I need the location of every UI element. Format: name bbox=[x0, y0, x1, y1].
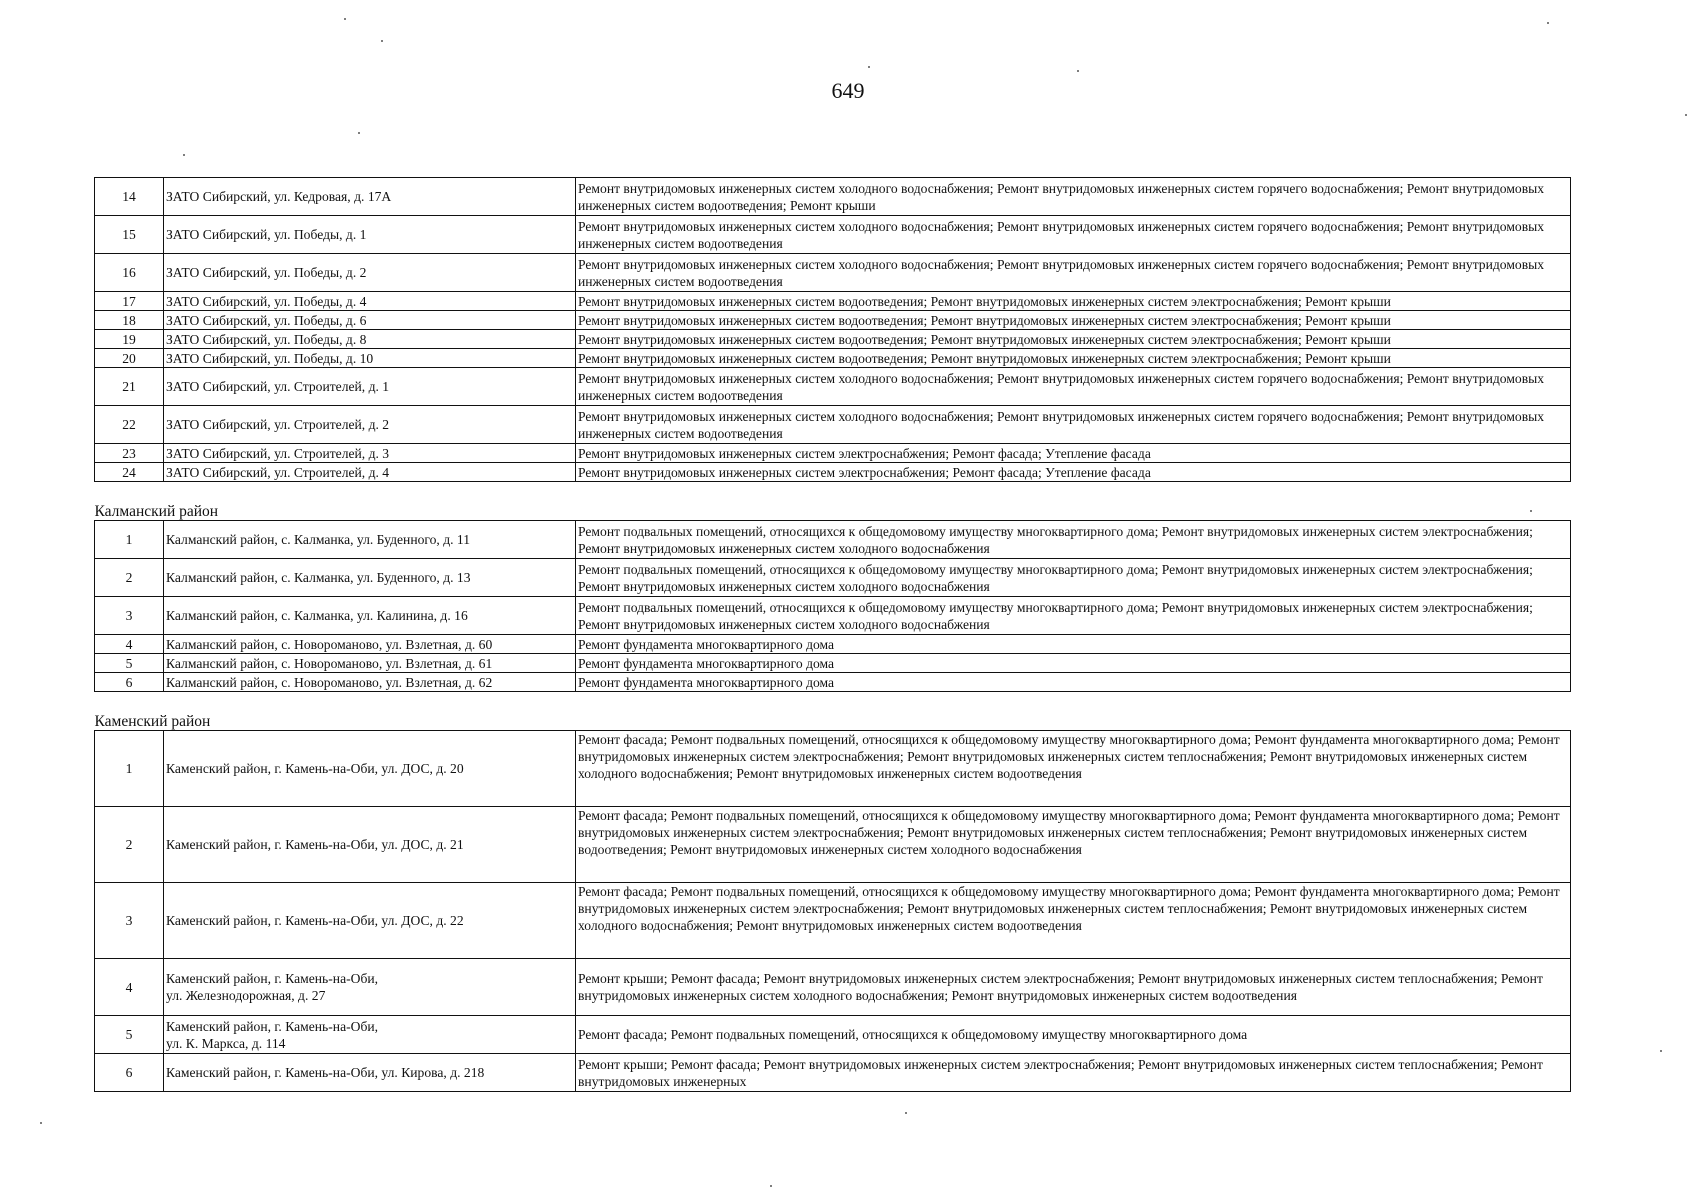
address-cell bbox=[164, 635, 576, 654]
row-number: 6 bbox=[95, 1054, 164, 1092]
scan-speck bbox=[1685, 114, 1687, 116]
row-number: 23 bbox=[95, 444, 164, 463]
address-line: ул. Железнодорожная, д. 27 bbox=[166, 988, 326, 1003]
table-row bbox=[95, 254, 1571, 292]
works-cell: Ремонт внутридомовых инженерных систем холодного водоснабжения; Ремонт внутридомовых инженерных систем горячего водоснабжения; Ремонт внутридомовых инженерных систем водоотведения bbox=[576, 254, 1571, 292]
table-row bbox=[95, 654, 1571, 673]
table-row bbox=[95, 883, 1571, 959]
works-cell: Ремонт внутридомовых инженерных систем водоотведения; Ремонт внутридомовых инженерных систем электроснабжения; Ремонт крыши bbox=[576, 292, 1571, 311]
row-number: 5 bbox=[95, 654, 164, 673]
row-number: 18 bbox=[95, 311, 164, 330]
address-cell bbox=[164, 959, 576, 1016]
row-number: 21 bbox=[95, 368, 164, 406]
works-cell: Ремонт внутридомовых инженерных систем холодного водоснабжения; Ремонт внутридомовых инженерных систем горячего водоснабжения; Ремонт внутридомовых инженерных систем водоотведения; Ремонт крыши bbox=[576, 178, 1571, 216]
works-cell: Ремонт внутридомовых инженерных систем холодного водоснабжения; Ремонт внутридомовых инженерных систем горячего водоснабжения; Ремонт внутридомовых инженерных систем водоотведения bbox=[576, 368, 1571, 406]
address-line: Каменский район, г. Камень-на-Оби, ул. ДОС, д. 21 bbox=[166, 837, 464, 852]
table-row bbox=[95, 635, 1571, 654]
row-number: 2 bbox=[95, 559, 164, 597]
table-row bbox=[95, 1054, 1571, 1092]
address-cell bbox=[164, 311, 576, 330]
table-row bbox=[95, 959, 1571, 1016]
address-cell bbox=[164, 559, 576, 597]
table-row bbox=[95, 463, 1571, 482]
address-cell bbox=[164, 883, 576, 959]
address-cell bbox=[164, 349, 576, 368]
table-row bbox=[95, 178, 1571, 216]
page-number: 649 bbox=[831, 78, 865, 103]
scan-speck bbox=[1530, 510, 1532, 512]
address-line: Каменский район, г. Камень-на-Оби, ул. Кирова, д. 218 bbox=[166, 1065, 485, 1080]
address-line: Каменский район, г. Камень-на-Оби, bbox=[166, 971, 379, 986]
row-number: 3 bbox=[95, 883, 164, 959]
address-cell bbox=[164, 368, 576, 406]
row-number: 1 bbox=[95, 521, 164, 559]
address-line: Каменский район, г. Камень-на-Оби, bbox=[166, 1018, 379, 1034]
address-line: ЗАТО Сибирский, ул. Строителей, д. 2 bbox=[166, 417, 390, 432]
works-cell: Ремонт подвальных помещений, относящихся к общедомовому имуществу многоквартирного дома; Ремонт внутридомовых инженерных систем электроснабжения; Ремонт внутридомовых инженерных систем холодного водоснабжения bbox=[576, 559, 1571, 597]
works-cell: Ремонт фасада; Ремонт подвальных помещений, относящихся к общедомовому имуществу многоквартирного дома bbox=[576, 1016, 1571, 1054]
address-cell bbox=[164, 444, 576, 463]
row-number: 17 bbox=[95, 292, 164, 311]
address-cell bbox=[164, 1054, 576, 1092]
works-cell: Ремонт фундамента многоквартирного дома bbox=[576, 673, 1571, 692]
address-line: ул. К. Маркса, д. 114 bbox=[166, 1035, 286, 1051]
row-number: 15 bbox=[95, 216, 164, 254]
scan-speck bbox=[1660, 1050, 1662, 1052]
address-cell bbox=[164, 521, 576, 559]
works-cell: Ремонт крыши; Ремонт фасада; Ремонт внутридомовых инженерных систем электроснабжения; Ремонт внутридомовых инженерных систем теплоснабжения; Ремонт внутридомовых инженерных систем холодного водоснабжения; Ремонт внутридомовых инженерных систем водоотведения bbox=[576, 959, 1571, 1016]
address-line: Калманский район, с. Калманка, ул. Буденного, д. 11 bbox=[166, 532, 471, 547]
table-row bbox=[95, 1016, 1571, 1054]
section-heading: Каменский район bbox=[94, 713, 211, 730]
scan-speck bbox=[1077, 70, 1079, 72]
works-cell: Ремонт внутридомовых инженерных систем холодного водоснабжения; Ремонт внутридомовых инженерных систем горячего водоснабжения; Ремонт внутридомовых инженерных систем водоотведения bbox=[576, 406, 1571, 444]
scan-speck bbox=[183, 154, 185, 156]
row-number: 4 bbox=[95, 959, 164, 1016]
address-line: ЗАТО Сибирский, ул. Победы, д. 6 bbox=[166, 312, 367, 328]
scan-speck bbox=[344, 18, 346, 20]
scan-speck bbox=[381, 40, 383, 42]
address-line: ЗАТО Сибирский, ул. Победы, д. 8 bbox=[166, 331, 367, 347]
address-line: Калманский район, с. Новороманово, ул. Взлетная, д. 61 bbox=[166, 655, 493, 671]
address-cell bbox=[164, 654, 576, 673]
row-number: 3 bbox=[95, 597, 164, 635]
address-cell bbox=[164, 216, 576, 254]
scan-speck bbox=[1547, 22, 1549, 24]
address-line: ЗАТО Сибирский, ул. Строителей, д. 1 bbox=[166, 379, 390, 394]
address-line: ЗАТО Сибирский, ул. Кедровая, д. 17А bbox=[166, 189, 392, 204]
works-cell: Ремонт внутридомовых инженерных систем водоотведения; Ремонт внутридомовых инженерных систем электроснабжения; Ремонт крыши bbox=[576, 311, 1571, 330]
address-line: ЗАТО Сибирский, ул. Победы, д. 4 bbox=[166, 293, 367, 309]
row-number: 16 bbox=[95, 254, 164, 292]
scan-speck bbox=[358, 132, 360, 134]
works-cell: Ремонт крыши; Ремонт фасада; Ремонт внутридомовых инженерных систем электроснабжения; Ремонт внутридомовых инженерных систем теплоснабжения; Ремонт внутридомовых инженерных bbox=[576, 1054, 1571, 1092]
address-line: ЗАТО Сибирский, ул. Строителей, д. 3 bbox=[166, 445, 390, 461]
address-cell bbox=[164, 1016, 576, 1054]
table-row bbox=[95, 330, 1571, 349]
works-cell: Ремонт фундамента многоквартирного дома bbox=[576, 654, 1571, 673]
table-row bbox=[95, 597, 1571, 635]
row-number: 6 bbox=[95, 673, 164, 692]
row-number: 22 bbox=[95, 406, 164, 444]
address-cell bbox=[164, 597, 576, 635]
table-row bbox=[95, 559, 1571, 597]
row-number: 20 bbox=[95, 349, 164, 368]
table-row bbox=[95, 216, 1571, 254]
address-cell bbox=[164, 254, 576, 292]
address-cell bbox=[164, 673, 576, 692]
scan-speck bbox=[868, 66, 870, 68]
address-cell bbox=[164, 406, 576, 444]
address-cell bbox=[164, 330, 576, 349]
address-cell bbox=[164, 807, 576, 883]
address-line: Каменский район, г. Камень-на-Оби, ул. ДОС, д. 22 bbox=[166, 913, 464, 928]
repair-register-table bbox=[94, 177, 1571, 1092]
works-cell: Ремонт подвальных помещений, относящихся к общедомовому имуществу многоквартирного дома; Ремонт внутридомовых инженерных систем электроснабжения; Ремонт внутридомовых инженерных систем холодного водоснабжения bbox=[576, 521, 1571, 559]
table-row bbox=[95, 731, 1571, 807]
address-line: ЗАТО Сибирский, ул. Победы, д. 2 bbox=[166, 265, 367, 280]
row-number: 4 bbox=[95, 635, 164, 654]
table-row bbox=[95, 406, 1571, 444]
row-number: 1 bbox=[95, 731, 164, 807]
row-number: 24 bbox=[95, 463, 164, 482]
table-row bbox=[95, 673, 1571, 692]
row-number: 2 bbox=[95, 807, 164, 883]
works-cell: Ремонт фундамента многоквартирного дома bbox=[576, 635, 1571, 654]
address-line: Калманский район, с. Калманка, ул. Калинина, д. 16 bbox=[166, 608, 468, 623]
works-cell: Ремонт подвальных помещений, относящихся к общедомовому имуществу многоквартирного дома; Ремонт внутридомовых инженерных систем электроснабжения; Ремонт внутридомовых инженерных систем холодного водоснабжения bbox=[576, 597, 1571, 635]
works-cell: Ремонт фасада; Ремонт подвальных помещений, относящихся к общедомовому имуществу многоквартирного дома; Ремонт фундамента многоквартирного дома; Ремонт внутридомовых инженерных систем электроснабжения; Ремонт внутридомовых инженерных систем теплоснабжения; Ремонт внутридомовых инженерных систем холодного водоснабжения; Ремонт внутридомовых инженерных систем водоотведения bbox=[576, 883, 1571, 959]
scan-speck bbox=[770, 1185, 772, 1187]
scan-speck bbox=[40, 1122, 42, 1124]
works-cell: Ремонт внутридомовых инженерных систем электроснабжения; Ремонт фасада; Утепление фасада bbox=[576, 444, 1571, 463]
address-line: Калманский район, с. Новороманово, ул. Взлетная, д. 62 bbox=[166, 674, 493, 690]
table-row bbox=[95, 292, 1571, 311]
scan-speck bbox=[905, 1112, 907, 1114]
works-cell: Ремонт фасада; Ремонт подвальных помещений, относящихся к общедомовому имуществу многоквартирного дома; Ремонт фундамента многоквартирного дома; Ремонт внутридомовых инженерных систем электроснабжения; Ремонт внутридомовых инженерных систем теплоснабжения; Ремонт внутридомовых инженерных систем холодного водоснабжения; Ремонт внутридомовых инженерных систем водоотведения bbox=[576, 731, 1571, 807]
address-line: ЗАТО Сибирский, ул. Победы, д. 1 bbox=[166, 227, 367, 242]
works-cell: Ремонт внутридомовых инженерных систем холодного водоснабжения; Ремонт внутридомовых инженерных систем горячего водоснабжения; Ремонт внутридомовых инженерных систем водоотведения bbox=[576, 216, 1571, 254]
works-cell: Ремонт внутридомовых инженерных систем водоотведения; Ремонт внутридомовых инженерных систем электроснабжения; Ремонт крыши bbox=[576, 330, 1571, 349]
works-cell: Ремонт внутридомовых инженерных систем электроснабжения; Ремонт фасада; Утепление фасада bbox=[576, 463, 1571, 482]
row-number: 14 bbox=[95, 178, 164, 216]
address-line: Калманский район, с. Калманка, ул. Буденного, д. 13 bbox=[166, 570, 471, 585]
row-number: 5 bbox=[95, 1016, 164, 1054]
table-row bbox=[95, 368, 1571, 406]
address-cell bbox=[164, 292, 576, 311]
address-line: ЗАТО Сибирский, ул. Победы, д. 10 bbox=[166, 350, 374, 366]
works-cell: Ремонт внутридомовых инженерных систем водоотведения; Ремонт внутридомовых инженерных систем электроснабжения; Ремонт крыши bbox=[576, 349, 1571, 368]
address-line: Каменский район, г. Камень-на-Оби, ул. ДОС, д. 20 bbox=[166, 761, 464, 776]
table-row bbox=[95, 807, 1571, 883]
table-row bbox=[95, 311, 1571, 330]
row-number: 19 bbox=[95, 330, 164, 349]
address-cell bbox=[164, 731, 576, 807]
address-line: Калманский район, с. Новороманово, ул. Взлетная, д. 60 bbox=[166, 636, 493, 652]
works-cell: Ремонт фасада; Ремонт подвальных помещений, относящихся к общедомовому имуществу многоквартирного дома; Ремонт фундамента многоквартирного дома; Ремонт внутридомовых инженерных систем электроснабжения; Ремонт внутридомовых инженерных систем теплоснабжения; Ремонт внутридомовых инженерных систем водоотведения; Ремонт внутридомовых инженерных систем холодного водоснабжения bbox=[576, 807, 1571, 883]
table-row bbox=[95, 521, 1571, 559]
table-row bbox=[95, 444, 1571, 463]
table-row bbox=[95, 349, 1571, 368]
address-cell bbox=[164, 178, 576, 216]
address-line: ЗАТО Сибирский, ул. Строителей, д. 4 bbox=[166, 464, 390, 480]
section-heading: Калманский район bbox=[94, 503, 219, 520]
address-cell bbox=[164, 463, 576, 482]
